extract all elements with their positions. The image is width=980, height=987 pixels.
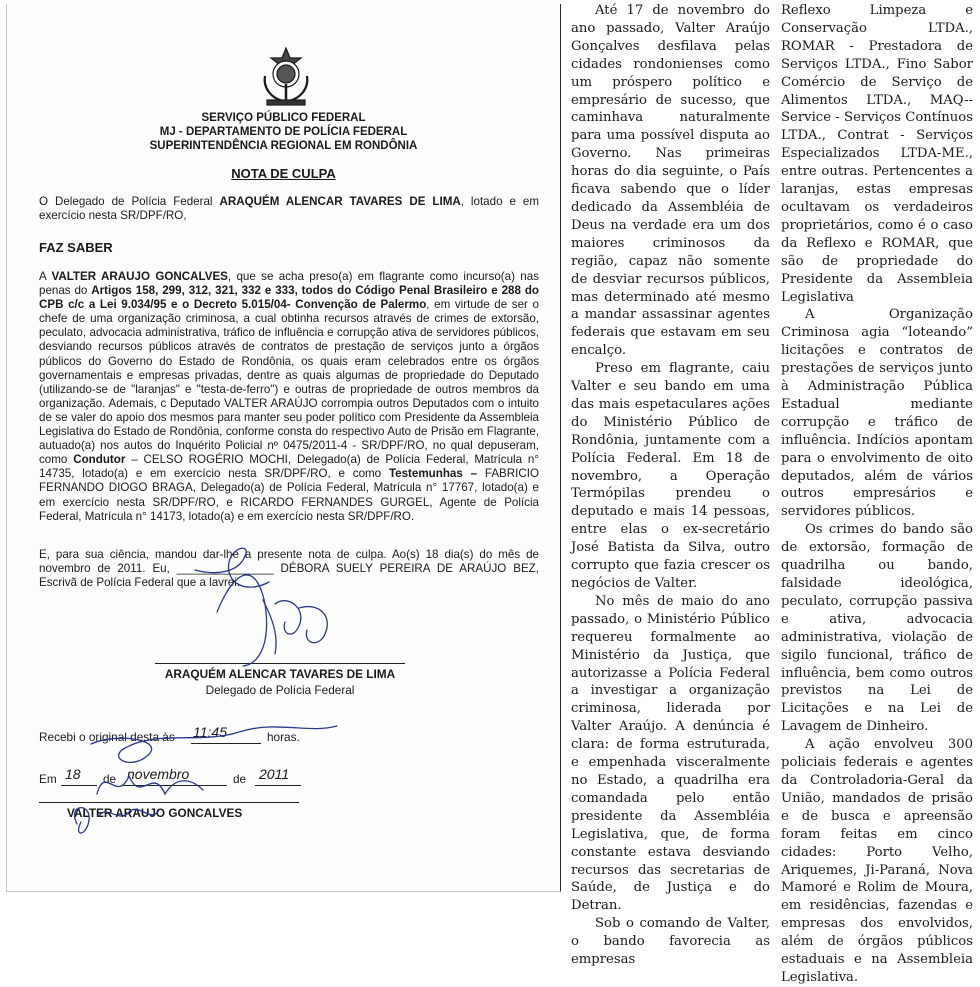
article-paragraph: Reflexo Limpeza e Conservação LTDA., ROMAR - Prestadora de Serviços LTDA., Fino Sabor Comércio de Serviço de Alimentos LTDA., MAQ--Service - Serviços Contínuos LTDA., Contrat - Serviços Especializados LTDA-ME., entre outras. Pertencentes a laranjas, estas empresas ocultavam os verdadeiros proprietários, como é o caso da Reflexo e ROMAR, que são de propriedade do Presidente da Assembleia Legislativa [781, 3, 973, 305]
article-paragraph: Os crimes do bando são de extorsão, formação de quadrilha ou bando, falsidade ideológica, peculato, corrupção passiva e ativa, advocacia administrativa, violação de sigilo funcional, tráfico de influência, bem como outros previstos na Lei de Licitações e na Lei de Lavagem de Dinheiro. [781, 522, 973, 735]
date-em-label: Em [39, 772, 57, 786]
body-paragraph: A VALTER ARAUJO GONCALVES, que se acha preso(a) em flagrante como incurso(a) nas penas do Artigos 158, 299, 312, 321, 332 e 333, todos do Código Penal Brasileiro e 288 do CPB c/c a Lei 9.034/95 e o Decreto 5.015/04- Convenção de Palermo, em virtude de ser o chefe de uma organização criminosa, a cual obtinha recursos através de crimes de extorsão, peculato, advocacia administrativa, tráfico de influência e corrupção ativa de servidores públicos, desviando recursos públicos através de contratos de prestação de serviços junto a órgãos públicos do Governo do Estado de Rondônia, os quais eram celebrados entre os órgãos governamentais e empresas privadas, dentre as quais algumas de propriedade do Deputado (utilizando-se de "laranjas" e "testa-de-ferro") e outras de propriedade de outros membros da organização. Ademais, c Deputado VALTER ARAÚJO corrompia outros Deputados com o intuito de se valer do apoio dos mesmos para manter seu poder político com Presidente da Assembleia Legislativa do Estado de Rondônia, conforme consta do respectivo Auto de Prisão em Flagrante, autuado(a) nos autos do Inquérito Policial nº 0475/2011-4 - SR/DPF/RO, no qual depuseram, como Condutor – CELSO ROGÉRIO MOCHI, Delegado(a) de Polícia Federal, Matrícula n° 14735, lotado(a) e em exercício nesta SR/DPF/RO, e como Testemunhas – FABRICIO FERNANDO DIOGO BRAGA, Delegado(a) de Polícia Federal, Matrícula n° 17767, lotado(a) e em exercício nesta SR/DPF/RO, e RICARDO FERNANDES GURGEL, Agente de Polícia Federal, Matrícula n° 14173, lotado(a) e em exercício nesta SR/DPF/RO. [39, 270, 539, 523]
date-de-2: de [233, 772, 247, 786]
document-title: NOTA DE CULPA [231, 166, 336, 181]
detainee-name: VALTER ARAUJO GONCALVES [67, 806, 243, 820]
article-paragraph: A ação envolveu 300 policiais federais e agentes da Controladoria-Geral da União, mandados de prisão e de busca e apreensão foram feitas em cinco cidades: Porto Velho, Ariquemes, Ji-Paraná, Nova Mamoré e Rolim de Moura, em residências, fazendas e empresas dos envolvidos, além de órgãos públicos estaduais e na Assembleia Legislativa. [781, 737, 973, 985]
faz-saber-heading: FAZ SABER [39, 240, 113, 255]
article-paragraph: Preso em flagrante, caiu Valter e seu bando em uma das mais espetaculares ações do Ministério Público de Rondônia, juntamente com a Polícia Federal. Em 18 de novembro, a Operação Termópilas prendeu o deputado e mais 14 pessoas, entre elas o ex-secretário José Batista da Silva, outro corrupto que fazia crescer os negócios de Valter. [571, 361, 770, 591]
closing-paragraph: E, para sua ciência, mandou dar-lhe a presente nota de culpa. Ao(s) 18 dia(s) do mês de novembro de 2011. Eu, _______________ DÉBORA SUELY PEREIRA DE ARAÚJO BEZ, Escrivã de Polícia Federal que a lavrei. [39, 548, 539, 590]
detainee-signature-line [39, 802, 299, 803]
date-year: 2011 [259, 766, 290, 782]
article-paragraph: A Organização Criminosa agia “loteando” licitações e contratos de prestações de serviços junto à Administração Pública Estadual mediante corrupção e tráfico de influência. Indícios apontam para o envolvimento de oito deputados, além de vários outros empresários e servidores públicos. [781, 307, 973, 520]
date-month: novembro [127, 766, 190, 782]
receipt-hour-line [191, 743, 261, 744]
receipt-prefix: Recebi o original desta às [39, 730, 175, 744]
signer-role: Delegado de Polícia Federal [205, 683, 355, 697]
header-line-2: MJ - DEPARTAMENTO DE POLÍCIA FEDERAL [159, 126, 408, 138]
date-year-line [255, 785, 301, 786]
date-month-line [123, 785, 227, 786]
article-column-1 [571, 2, 770, 969]
date-de-1: de [103, 772, 117, 786]
article-column-2 [781, 2, 973, 987]
article-paragraph: Até 17 de novembro do ano passado, Valter Araújo Gonçalves desfilava pelas cidades rondonienses como um próspero político e empresário de sucesso, que caminhava naturalmente para uma possível disputa ao Governo. Nas primeiras horas do dia seguinte, o País ficava sabendo que o líder dedicado da Assembléia de Deus na verdade era um dos maiores criminosos da região, capaz não somente de desviar recursos públicos, mas determinado até mesmo a mandar assassinar agentes federais que estavam em seu encalço. [571, 3, 770, 359]
brazil-coat-of-arms-icon [259, 46, 313, 106]
signature-line [155, 663, 405, 664]
nota-de-culpa-document [6, 4, 561, 892]
receipt-hour: 11:45 [193, 724, 227, 740]
article-paragraph: Sob o comando de Valter, o bando favorecia as empresas [571, 916, 770, 968]
header-line-1: SERVIÇO PÚBLICO FEDERAL [201, 112, 366, 124]
header-line-3: SUPERINTENDÊNCIA REGIONAL EM RONDÔNIA [149, 140, 418, 152]
date-day: 18 [65, 766, 81, 782]
date-day-line [61, 785, 97, 786]
signer-name: ARAQUÉM ALENCAR TAVARES DE LIMA [164, 667, 396, 681]
intro-paragraph: O Delegado de Polícia Federal ARAQUÉM ALENCAR TAVARES DE LIMA, lotado e em exercício nesta SR/DPF/RO, [39, 195, 540, 223]
receipt-suffix: horas. [267, 730, 300, 744]
article-paragraph: No mês de maio do ano passado, o Ministério Público requereu formalmente ao Ministério da Justiça, que autorizasse a Polícia Federal a investigar a organização criminosa, liderada por Valter Araújo. A denúncia é clara: de forma estruturada, e empenhada visceralmente no Estado, a quadrilha era comandada pelo então presidente da Assembléia Legislativa, que, de forma constante estava desviando recursos das secretarias de Saúde, de Justiça e do Detran. [571, 593, 770, 914]
